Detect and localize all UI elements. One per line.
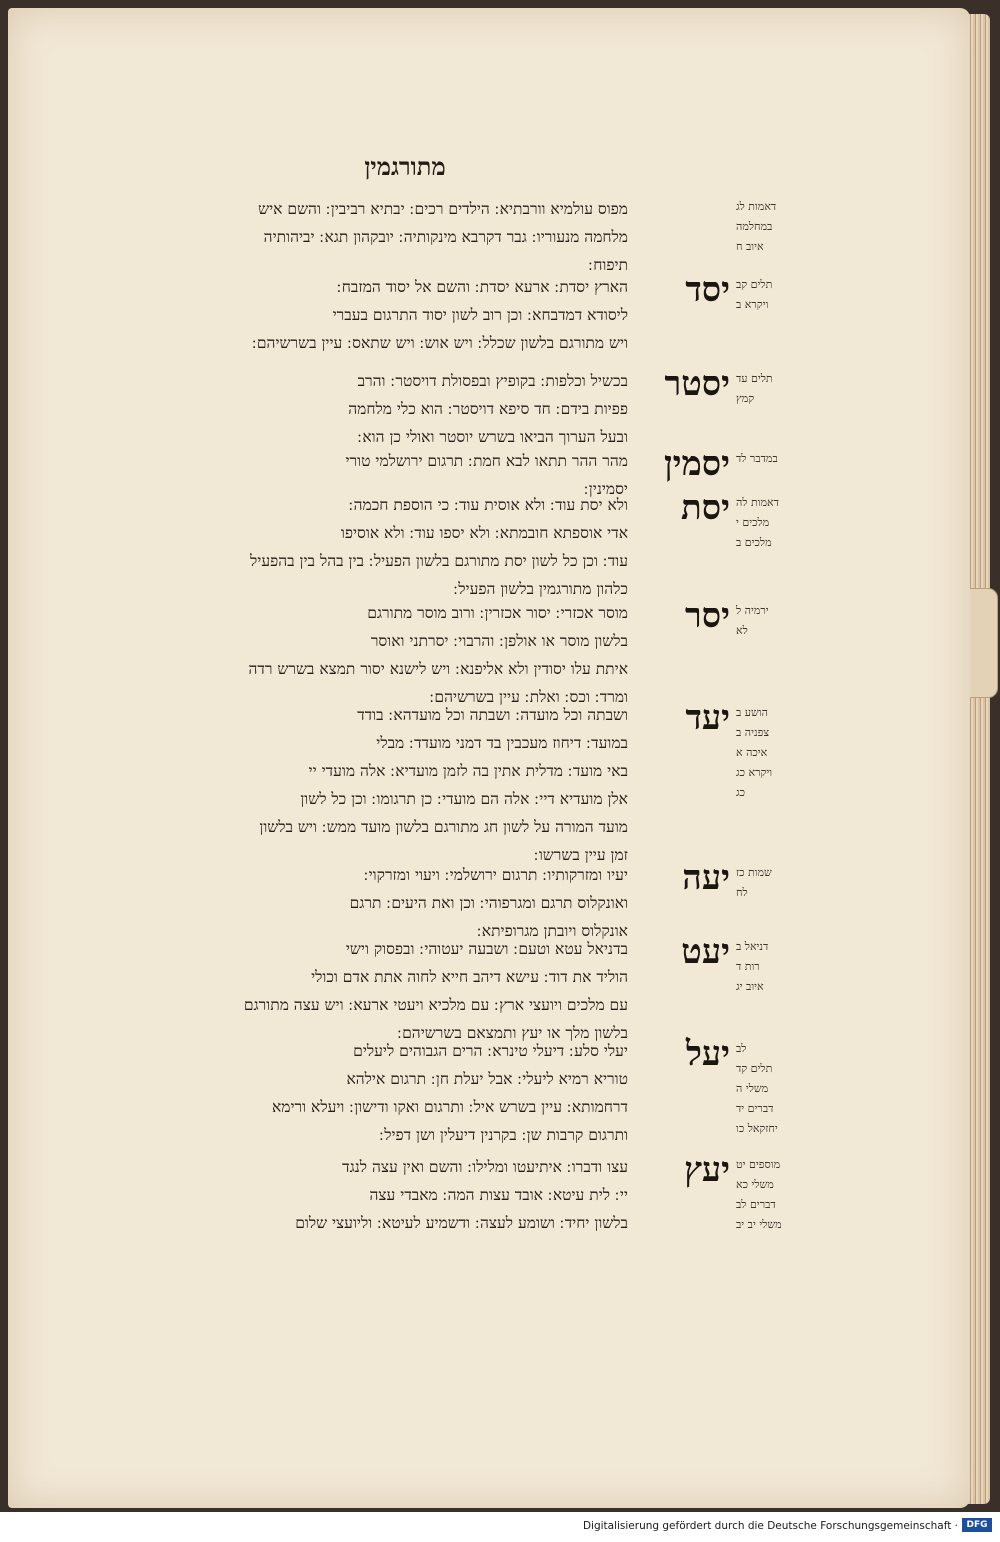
marginal-reference: במחלמה: [736, 220, 773, 233]
entry-text-line: בלשון יחיד ׃ ושומע לעצה ׃ ודשמיע לעיטא ׃ וליועצי שלום: [295, 1214, 628, 1232]
entry-text-line: יסמינין ׃: [583, 480, 628, 498]
entry-text-line: כלהון מתורגמין בלשון הפעיל ׃: [453, 580, 628, 598]
entry-text-line: טוריא רמיא ליעלי ׃ אבל יעלת חן ׃ תרגום אילהא: [346, 1070, 628, 1088]
entry-text-line: ושבתה וכל מועדה ׃ ושבתה וכל מועדהא ׃ בודד: [357, 706, 628, 724]
marginal-reference: כג: [736, 786, 746, 799]
entry-headword: יסת: [681, 488, 730, 528]
marginal-reference: דאמות לג: [736, 200, 777, 213]
marginal-reference: במדבר לד: [736, 452, 778, 465]
marginal-reference: ירמיה ל: [736, 604, 769, 617]
entry-text-line: ולא יסת עוד ׃ ולא אוסית עוד ׃ כי הוספת חכמה ׃: [348, 496, 628, 514]
entry-headword: יעל: [685, 1034, 730, 1074]
marginal-reference: ויקרא ב: [736, 298, 769, 311]
entry-text-line: איתת עלו יסודין ולא אליפנא ׃ ויש לישנא יסור תמצא בשרש רדה: [248, 660, 628, 678]
marginal-reference: מלכים י: [736, 516, 770, 529]
entry-text-line: יי ׃ לית עיטא ׃ אובד עצות המה ׃ מאבדי עצה: [369, 1186, 628, 1204]
entry-text-line: ומרד ׃ וכס ׃ ואלת ׃ עיין בשרשיהם ׃: [429, 688, 628, 706]
entry-text-line: אדי אוספתא חובמתא ׃ ולא יספו עוד ׃ ולא אוסיפו: [340, 524, 628, 542]
entry-text-line: פפיות בידם ׃ חד סיפא דויסטר ׃ הוא כלי מלחמה: [348, 400, 628, 418]
marginal-reference: רות ד: [736, 960, 760, 973]
marginal-reference: תלים קד: [736, 1062, 773, 1075]
entry-text-line: אונקלוס ויובתן מגרופיתא ׃: [476, 922, 628, 940]
entry-headword: יסמין: [664, 444, 730, 484]
entry-text-line: ואונקלוס תרגם ומגרפוהי ׃ וכן ואת היעים ׃ תרגם: [349, 894, 628, 912]
marginal-reference: דאמות לה: [736, 496, 779, 509]
entry-headword: יעץ: [684, 1150, 730, 1190]
marginal-reference: איכה א: [736, 746, 768, 759]
entry-text-line: דרחמותא ׃ עיין בשרש איל ׃ ותרגום ואקו ודישון ׃ ויעלא ורימא: [271, 1098, 628, 1116]
marginal-reference: תלים קב: [736, 278, 773, 291]
entry-text-line: עם מלכים ויועצי ארץ ׃ עם מלכיא ויעטי ארעא ׃ ויש עצה מתורגם: [243, 996, 628, 1014]
entry-text-line: במועד ׃ דיחוז מעכבין בד דמני מועדד ׃ מבלי: [376, 734, 628, 752]
marginal-reference: דברים יד: [736, 1102, 774, 1115]
entry-text-line: זמן עיין בשרשו ׃: [533, 846, 628, 864]
entry-text-line: מועד המורה על לשון חג מתורגם בלשון מועד ממש ׃ ויש בלשון: [259, 818, 628, 836]
marginal-reference: מלכים ב: [736, 536, 772, 549]
entry-text-line: ליסודא דמדבחא ׃ וכן רוב לשון יסוד התרגום בעברי: [332, 306, 628, 324]
entry-text-line: עצו ודברו ׃ איתיעטו ומלילו ׃ והשם ואין עצה לנגד: [342, 1158, 628, 1176]
entry-text-line: בלשון מוסר או אולפן ׃ והרבוי ׃ יסרתני ואוסר: [370, 632, 628, 650]
marginal-reference: תלים עד: [736, 372, 773, 385]
marginal-reference: מוספים יט: [736, 1158, 781, 1171]
marginal-reference: משלי ה: [736, 1082, 769, 1095]
marginal-reference: שמות כז: [736, 866, 772, 879]
entry-headword: יסד: [685, 270, 730, 310]
entry-headword: יעה: [682, 858, 730, 898]
entry-text-line: יעלי סלע ׃ דיעלי טינרא ׃ הרים הגבוהים ליעלים: [353, 1042, 628, 1060]
marginal-reference: ויקרא כג: [736, 766, 773, 779]
marginal-reference: צפניה ב: [736, 726, 770, 739]
digitization-credit: Digitalisierung gefördert durch die Deutsche Forschungsgemeinschaft ·: [582, 1520, 958, 1532]
entry-text-line: באי מועד ׃ מדלית אתין בה לזמן מועדיא ׃ אלה מועדי יי: [308, 762, 628, 780]
marginal-reference: קמץ: [736, 392, 755, 405]
entry-text-line: מהר ההר תתאו לבא חמת ׃ תרגום ירושלמי טורי: [345, 452, 628, 470]
marginal-reference: הושע ב: [736, 706, 768, 719]
marginal-reference: דניאל ב: [736, 940, 769, 953]
marginal-reference: משלי יב יב: [736, 1218, 782, 1231]
entry-text-line: בדניאל עטא וטעם ׃ ושבעה יעטוהי ׃ ובפסוק וישי: [345, 940, 628, 958]
entry-text-line: תיפוח ׃: [588, 256, 628, 274]
entry-text-line: יעיו ומזרקותיו ׃ תרגום ירושלמי ׃ ויעוי ומזרקוי ׃: [363, 866, 628, 884]
entry-text-line: אלן מועדיא דיי ׃ אלה הם מועדי ׃ כן תרגומו ׃ וכן כל לשון: [300, 790, 628, 808]
dfg-logo: DFG: [962, 1518, 992, 1532]
entry-text-line: מפוס עולמיא וורבתיא ׃ הילדים רכים ׃ יבתיא רביבין ׃ והשם איש: [258, 200, 628, 218]
entry-text-line: ובעל הערוך הביאו בשרש יוסטר ואולי כן הוא ׃: [357, 428, 628, 446]
entry-text-line: הוליד את דוד ׃ עישא דיהב חייא לחוה אתת אדם וכולי: [311, 968, 628, 986]
entry-headword: יסר: [685, 596, 730, 636]
entry-text-line: בלשון מלך או יעץ ותמצאם בשרשיהם ׃: [397, 1024, 628, 1042]
entry-text-line: הארץ יסדת ׃ ארעא יסדת ׃ והשם אל יסוד המזבח ׃: [336, 278, 628, 296]
marginal-reference: יחזקאל כו: [736, 1122, 778, 1135]
entry-text-line: בכשיל וכלפות ׃ בקופיץ ובפסולת דויסטר ׃ והרב: [357, 372, 628, 390]
page-title: מתורגמין: [364, 152, 446, 181]
marginal-reference: לב: [736, 1042, 747, 1055]
marginal-reference: איוב יג: [736, 980, 764, 993]
entry-text-line: עוד ׃ וכן כל לשון יסת מתורגם בלשון הפעיל ׃ בין בהל בין בהפעיל: [250, 552, 628, 570]
entry-text-line: ותרגום קרבות שן ׃ בקרנין דיעלין ושן דפיל ׃: [379, 1126, 628, 1144]
entry-text-line: ויש מתורגם בלשון שכלל ׃ ויש אוש ׃ ויש שתאס ׃ עיין בשרשיהם ׃: [251, 334, 628, 352]
marginal-reference: דברים לב: [736, 1198, 776, 1211]
marginal-reference: משלי כא: [736, 1178, 774, 1191]
entry-text-line: מוסר אכזרי ׃ יסור אכזרין ׃ ורוב מוסר מתורגם: [367, 604, 628, 622]
entry-text-line: מלחמה מנעוריו ׃ גבר דקרבא מינקותיה ׃ יובקהון תגא ׃ יביהותיה: [263, 228, 628, 246]
marginal-reference: איוב ח: [736, 240, 764, 253]
entry-headword: יעט: [681, 932, 730, 972]
marginal-reference: לא: [736, 624, 748, 637]
entry-headword: יסטר: [664, 364, 730, 404]
entry-headword: יעד: [685, 698, 730, 738]
marginal-reference: לח: [736, 886, 748, 899]
